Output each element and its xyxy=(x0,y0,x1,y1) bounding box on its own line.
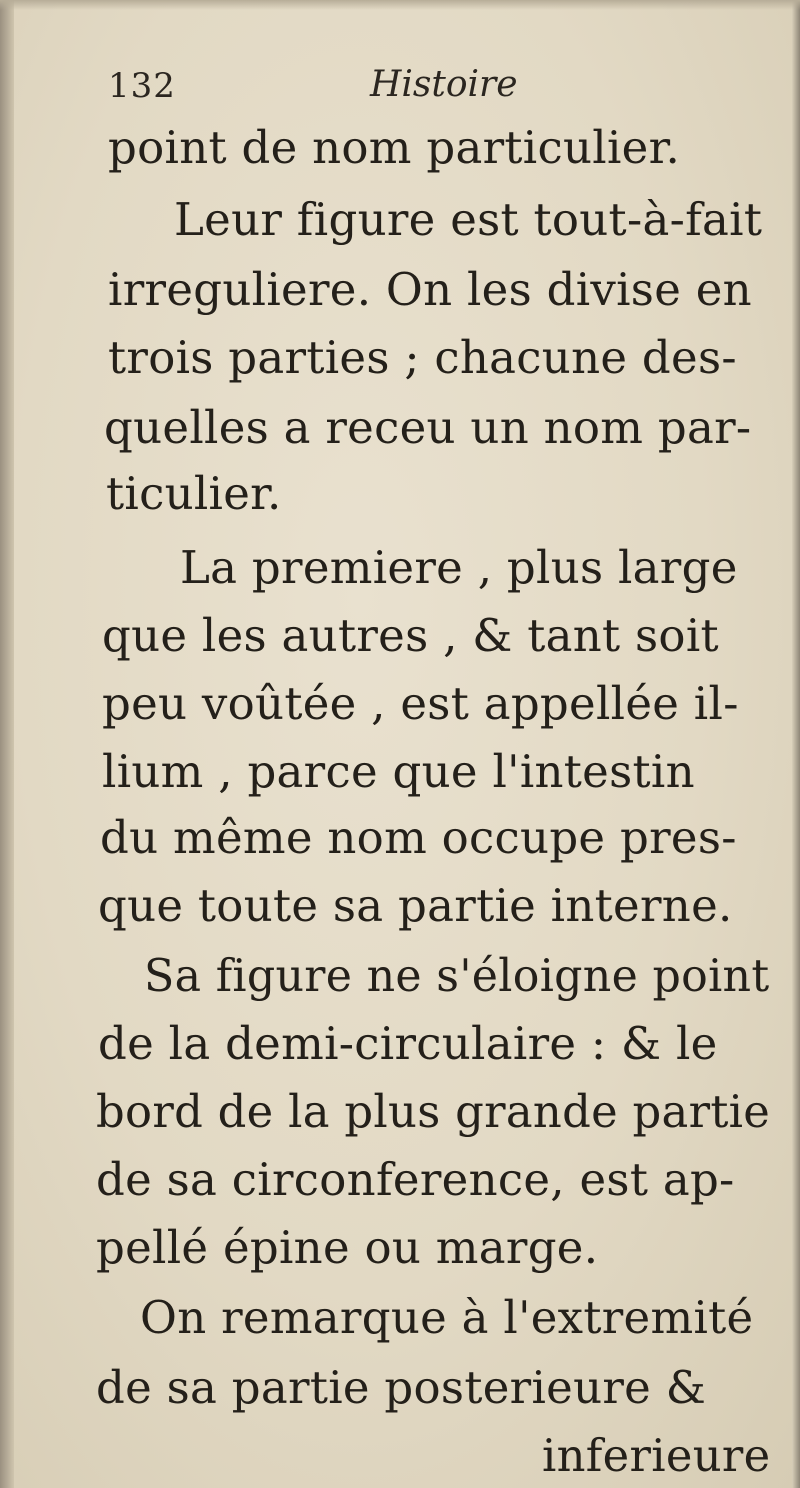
text-line: Sa figure ne s'éloigne point xyxy=(144,949,770,1002)
text-line: que toute sa partie interne. xyxy=(98,879,733,932)
text-line: de la demi-circulaire : & le xyxy=(98,1017,718,1070)
page-gutter-shadow xyxy=(0,0,14,1488)
page-edge-shadow xyxy=(792,0,800,1488)
text-line: lium , parce que l'intestin xyxy=(102,745,695,798)
text-line: peu voûtée , est appellée il- xyxy=(102,677,739,730)
text-line: trois parties ; chacune des- xyxy=(108,331,737,384)
text-line: bord de la plus grande partie xyxy=(96,1085,771,1138)
text-line: On remarque à l'extremité xyxy=(140,1291,754,1344)
running-head: Histoire xyxy=(370,64,518,105)
text-line: point de nom particulier. xyxy=(108,121,681,174)
text-line: pellé épine ou marge. xyxy=(96,1221,599,1274)
text-line: quelles a receu un nom par- xyxy=(104,401,752,454)
text-line: La premiere , plus large xyxy=(180,541,738,594)
text-line: de sa partie posterieure & xyxy=(96,1361,707,1414)
text-line: de sa circonference, est ap- xyxy=(96,1153,735,1206)
text-line: ticulier. xyxy=(106,467,282,520)
text-line: que les autres , & tant soit xyxy=(102,609,719,662)
text-line: Leur figure est tout-à-fait xyxy=(174,193,763,246)
catchword: inferieure xyxy=(542,1429,771,1482)
page-top-shadow xyxy=(0,0,800,10)
page-header xyxy=(108,58,768,106)
text-line: irreguliere. On les divise en xyxy=(108,263,752,316)
text-line: du même nom occupe pres- xyxy=(100,811,737,864)
page-number: 132 xyxy=(108,66,176,106)
